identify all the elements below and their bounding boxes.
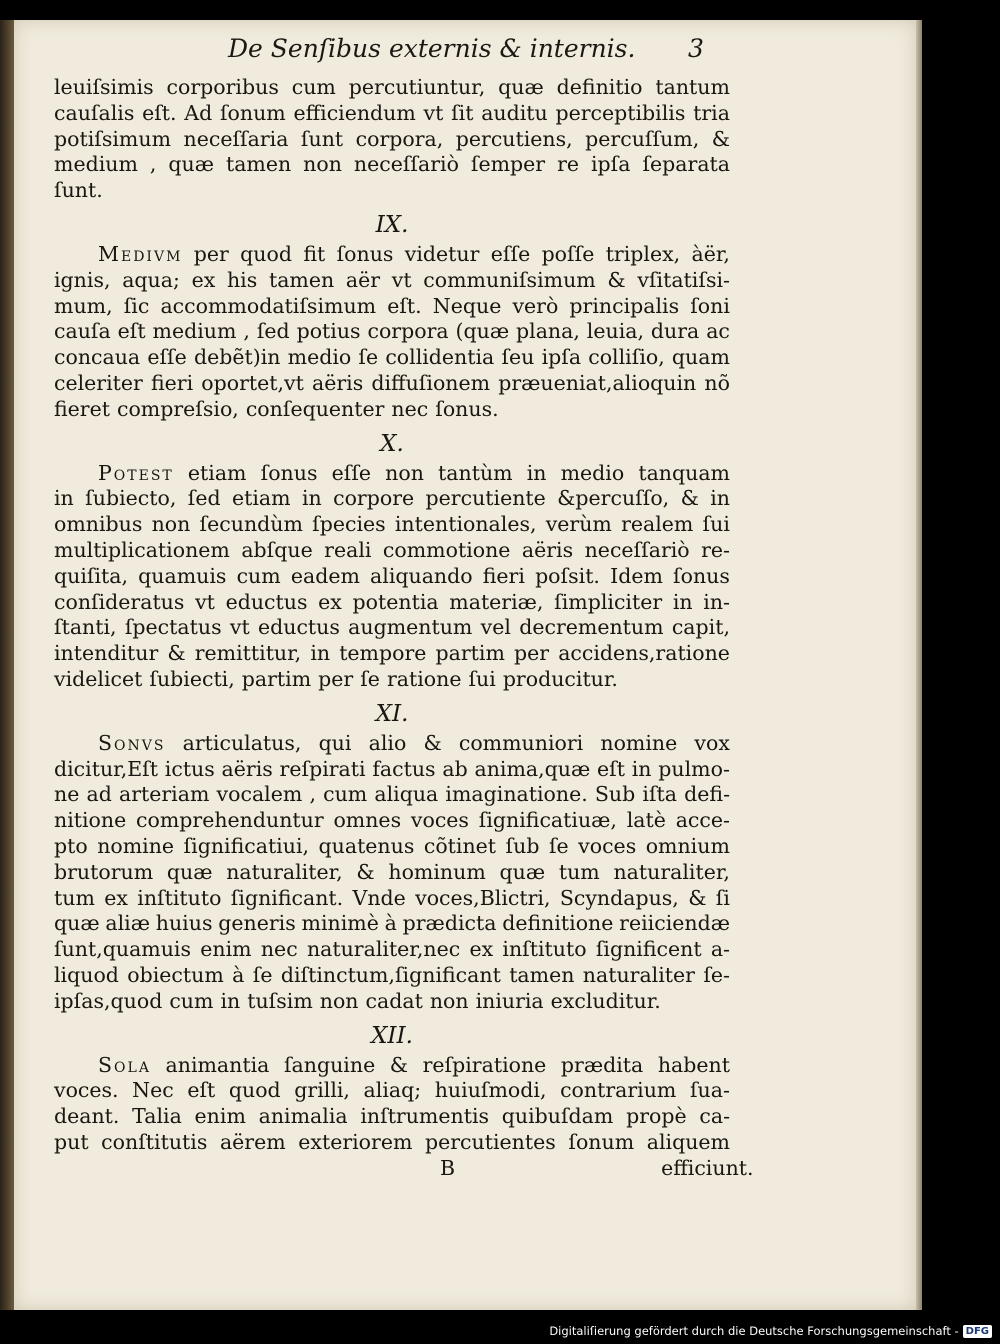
- text-line: brutorum quæ naturaliter, & hominum quæ tum naturaliter,: [54, 859, 730, 884]
- text-line: in ſubiecto, ſed etiam in corpore percutiente &percuſſo, & in: [54, 486, 730, 511]
- text-line: put conſtitutis aërem exteriorem percutientes ſonum aliquem: [54, 1129, 730, 1154]
- text-line: dicitur,Eſt ictus aëris reſpirati factus ab anima,quæ eſt in pulmo-: [54, 756, 730, 781]
- page-header: [14, 34, 916, 74]
- text-line: intenditur & remittitur, in tempore partim per accidens,ratione: [54, 641, 730, 666]
- text-line: concaua eſſe debẽt)in medio ſe collidentia ſeu ipſa colliſio, quam: [54, 345, 730, 370]
- text-line: Medivm per quod fit ſonus videtur eſſe poſſe triplex, àër,: [98, 241, 730, 266]
- text-line: Sola animantia ſanguine & reſpiratione prædita habent: [98, 1052, 730, 1077]
- section-lead-word: Medivm: [98, 241, 183, 266]
- section-lead-word: Potest: [98, 460, 174, 485]
- section-heading: XI.: [375, 700, 409, 727]
- page-number: 3: [688, 34, 704, 63]
- text-line: Potest etiam ſonus eſſe non tantùm in medio tanquam: [98, 460, 730, 485]
- text-line: pto nomine ſignificatiui, quatenus cõtinet ſub ſe voces omnium: [54, 833, 730, 858]
- text-line: omnibus non ſecundùm ſpecies intentionales, verùm realem ſui: [54, 512, 730, 537]
- section-heading: IX.: [375, 211, 409, 238]
- text-line: cauſalis eſt. Ad ſonum efficiendum vt ſit auditu perceptibilis tria: [54, 100, 730, 125]
- page-edge: [916, 20, 922, 1310]
- signature-mark: B: [440, 1155, 456, 1180]
- text-line: leuiſsimis corporibus cum percutiuntur, quæ definitio tantum: [54, 75, 730, 99]
- text-line: ſunt,quamuis enim nec naturaliter,nec ex inſtituto ſignificent a-: [54, 937, 730, 962]
- book-page: [14, 20, 916, 1310]
- text-line: conſideratus vt eductus ex potentia materiæ, ſimpliciter in in-: [54, 589, 730, 614]
- section-lead-word: Sonvs: [98, 730, 166, 755]
- text-line: tum ex inſtituto ſignificant. Vnde voces,Blictri, Scyndapus, & ſi: [54, 885, 730, 910]
- text-line: videlicet ſubiecti, partim per ſe ratione ſui producitur.: [54, 666, 618, 691]
- text-line: ſtanti, ſpectatus vt eductus augmentum vel decrementum capit,: [54, 615, 730, 640]
- digitization-credit: [549, 1322, 992, 1340]
- catchword: efficiunt.: [661, 1155, 754, 1180]
- credit-text: Digitaliſierung gefördert durch die Deutsche Forschungsgemeinschaft -: [549, 1324, 959, 1338]
- signature-line: [54, 1155, 754, 1182]
- text-line: liquod obiectum à ſe diſtinctum,ſignificant tamen naturaliter ſe-: [54, 962, 730, 987]
- text-line: ſunt.: [54, 178, 103, 203]
- text-line: nitione comprehenduntur omnes voces ſignificatiuæ, latè acce-: [54, 808, 730, 833]
- text-line: mum, ſic accommodatiſsimum eſt. Neque verò principalis ſoni: [54, 293, 730, 318]
- text-line: Sonvs articulatus, qui alio & communiori nomine vox: [98, 730, 730, 755]
- text-line: ne ad arteriam vocalem , cum aliqua imaginatione. Sub iſta defi-: [54, 782, 730, 807]
- text-line: voces. Nec eſt quod grilli, aliaq; huiuſmodi, contrarium ſua-: [54, 1078, 730, 1103]
- book-spine: [0, 20, 14, 1310]
- running-head: De Senſibus externis & internis.: [228, 34, 636, 63]
- text-line: potiſsimum neceſſaria ſunt corpora, percutiens, percuſſum, &: [54, 126, 730, 151]
- text-body: [54, 75, 754, 1181]
- text-line: deant. Talia enim animalia inſtrumentis quibuſdam propè ca-: [54, 1104, 730, 1129]
- text-line: quæ aliæ huius generis minimè à prædicta definitione reiiciendæ: [54, 911, 730, 936]
- section-heading: X.: [380, 430, 404, 457]
- text-line: fieret compreſsio, conſequenter nec ſonus.: [54, 396, 499, 421]
- text-line: ignis, aqua; ex his tamen aër vt communiſsimum & vſitatiſsi-: [54, 267, 730, 292]
- section-heading: XII.: [371, 1022, 413, 1049]
- dfg-logo: DFG: [963, 1325, 992, 1338]
- text-line: multiplicationem abſque reali commotione aëris neceſſariò re-: [54, 537, 730, 562]
- section-lead-word: Sola: [98, 1052, 151, 1077]
- text-line: cauſa eſt medium , ſed potius corpora (quæ plana, leuia, dura ac: [54, 319, 730, 344]
- text-line: ipſas,quod cum in tuſsim non cadat non iniuria excluditur.: [54, 988, 661, 1013]
- text-line: quiſita, quamuis cum eadem aliquando fieri poſsit. Idem ſonus: [54, 563, 730, 588]
- text-line: celeriter fieri oportet,vt aëris diffuſionem præueniat,alioquin nõ: [54, 370, 730, 395]
- text-line: medium , quæ tamen non neceſſariò ſemper re ipſa ſeparata: [54, 152, 730, 177]
